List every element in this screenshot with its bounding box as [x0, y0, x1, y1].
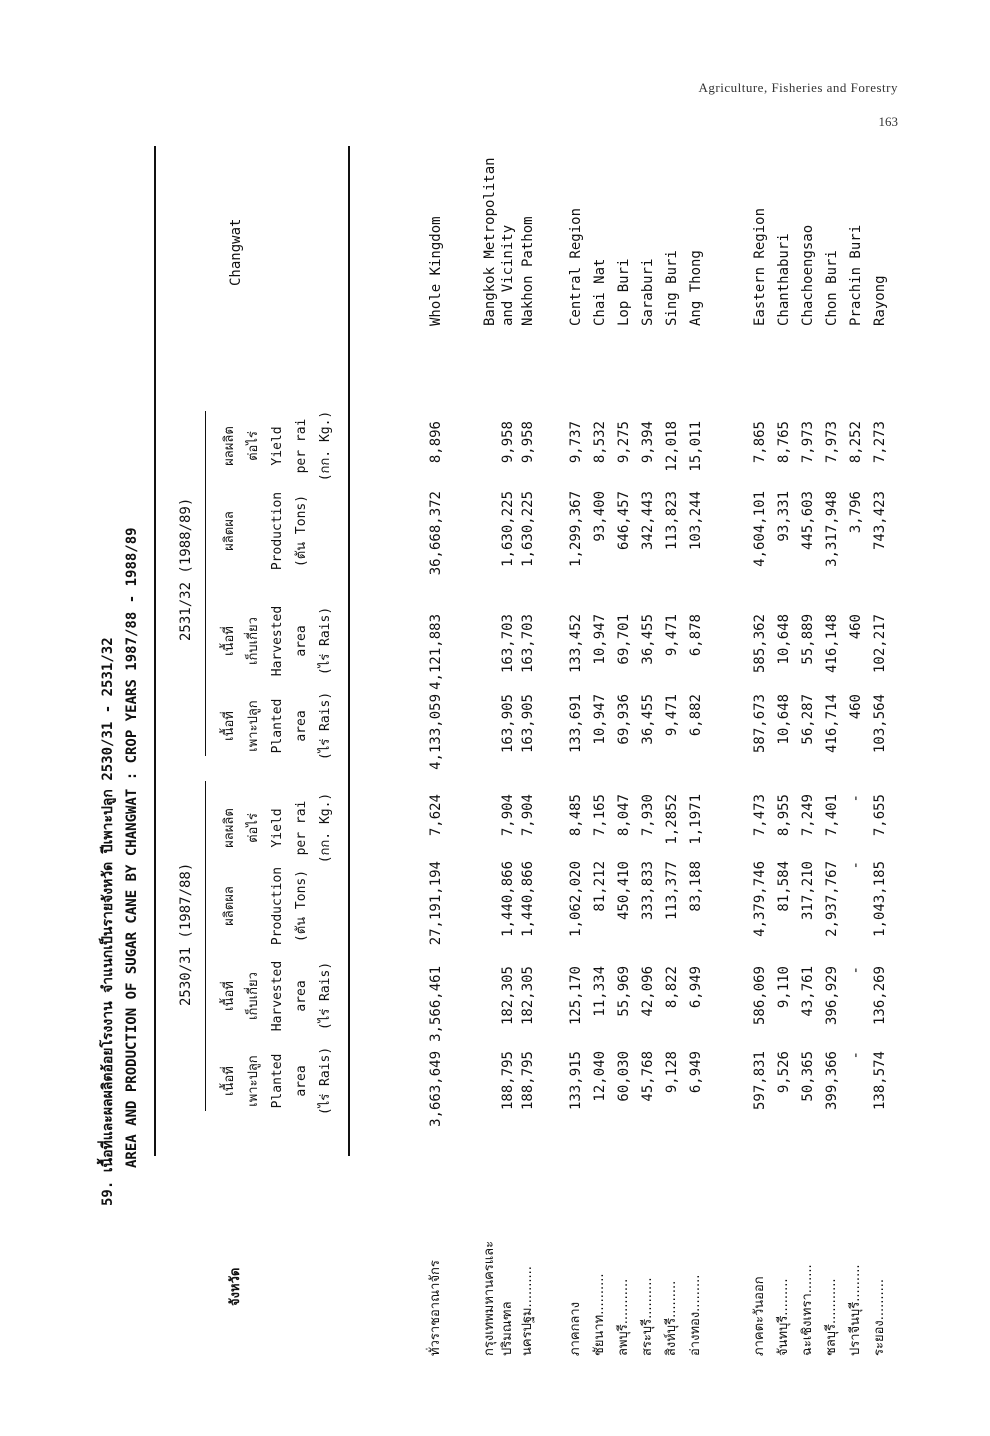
row-value: 81,212: [592, 861, 608, 912]
row-value: 69,701: [616, 614, 632, 665]
row-value: 586,069: [752, 966, 768, 1026]
row-label-english: and Vicinity: [500, 224, 516, 326]
row-value: 1,299,367: [568, 491, 584, 567]
column-header-planted-line: เพาะปลูก: [246, 1055, 261, 1107]
row-value: 69,936: [616, 694, 632, 745]
column-header-yield-line: (กก. Kg.): [318, 410, 333, 482]
row-value: 83,188: [688, 861, 704, 912]
row-value: 36,668,372: [428, 491, 444, 576]
row-value: 8,047: [616, 794, 632, 837]
row-value: 11,334: [592, 966, 608, 1017]
year-rule-1987: [205, 781, 206, 1111]
stub-header-thai: จังหวัด: [228, 1267, 243, 1306]
row-label-english: Chai Nat: [592, 258, 608, 326]
column-header-planted-line: (ไร่ Rais): [318, 1046, 333, 1116]
row-label-thai: อ่างทอง.........: [688, 1274, 703, 1356]
row-label-thai: ชลบุรี...........: [824, 1278, 839, 1356]
column-header-yield-line: per rai: [294, 800, 309, 856]
row-label-thai: จันทบุรี.........: [776, 1278, 791, 1356]
row-value: 12,018: [664, 421, 680, 472]
row-value: 4,121,883: [428, 614, 444, 690]
row-label-english: Nakhon Pathom: [520, 216, 536, 326]
row-value: 93,331: [776, 491, 792, 542]
row-value: 8,532: [592, 421, 608, 464]
row-value: 396,929: [824, 966, 840, 1026]
table-title-thai: 59. เนื้อที่และผลผลิตอ้อยโรงงาน จำแนกเป็นรายจังหวัด ปีเพาะปลูก 2530/31 - 2531/32: [100, 637, 116, 1206]
column-header-planted-line: Planted: [270, 698, 285, 754]
row-label-english: Saraburi: [640, 258, 656, 326]
row-value: 4,133,059: [428, 694, 444, 770]
row-value: 6,882: [688, 694, 704, 737]
row-value: 3,566,461: [428, 966, 444, 1042]
row-value: 1,062,020: [568, 861, 584, 937]
row-value: 6,949: [688, 1051, 704, 1094]
row-label-thai: ทั่วราชอาณาจักร: [428, 1260, 443, 1356]
row-value: 188,795: [520, 1051, 536, 1111]
row-value: 450,410: [616, 861, 632, 921]
row-value: 585,362: [752, 614, 768, 674]
column-header-harvested-line: เนื้อที่: [222, 626, 237, 656]
column-header-production-line: ผลิตผล: [222, 511, 237, 551]
row-label-thai: ลพบุรี...........: [616, 1278, 631, 1356]
row-value: 2,937,767: [824, 861, 840, 937]
row-value: 133,452: [568, 614, 584, 674]
row-value: 399,366: [824, 1051, 840, 1111]
table-title-english: AREA AND PRODUCTION OF SUGAR CANE BY CHANGWAT : CROP YEARS 1987/88 - 1988/89: [124, 527, 140, 1168]
row-label-thai: ระยอง..........: [872, 1278, 887, 1356]
row-value: 9,958: [520, 421, 536, 464]
row-label-english: Eastern Region: [752, 207, 768, 326]
row-value: 743,423: [872, 491, 888, 551]
row-value: 113,377: [664, 861, 680, 921]
column-header-harvested-line: (ไร่ Rais): [318, 961, 333, 1031]
page-number: 163: [878, 114, 898, 129]
row-label-thai: ภาคกลาง: [568, 1301, 583, 1356]
row-value: 1,630,225: [500, 491, 516, 567]
row-value: 7,624: [428, 794, 444, 837]
column-header-yield-line: ต่อไร่: [246, 431, 261, 461]
row-value: 7,904: [520, 794, 536, 837]
row-value: 416,714: [824, 694, 840, 754]
row-value: 3,317,948: [824, 491, 840, 567]
row-value: 125,170: [568, 966, 584, 1026]
row-value: 163,905: [500, 694, 516, 754]
row-value: 103,244: [688, 491, 704, 551]
row-value: 15,011: [688, 421, 704, 472]
row-label-thai: กรุงเทพมหานครและ: [482, 1240, 497, 1356]
row-label-english: Rayong: [872, 275, 888, 326]
row-label-thai: สิงห์บุรี.........: [664, 1280, 679, 1356]
header-bottom-rule: [348, 146, 350, 1156]
row-value: 7,973: [800, 421, 816, 464]
row-label-english: Bangkok Metropolitan: [482, 157, 498, 326]
row-value: 416,148: [824, 614, 840, 674]
row-value: 102,217: [872, 614, 888, 674]
row-value: 138,574: [872, 1051, 888, 1111]
row-value: 9,737: [568, 421, 584, 464]
row-value: 460: [848, 694, 864, 720]
row-value: 81,584: [776, 861, 792, 912]
row-value: 342,443: [640, 491, 656, 551]
column-header-planted-line: เพาะปลูก: [246, 700, 261, 752]
running-head: Agriculture, Fisheries and Forestry: [698, 80, 898, 95]
row-value: -: [848, 861, 864, 870]
row-value: 1,440,866: [500, 861, 516, 937]
row-value: 103,564: [872, 694, 888, 754]
row-label-english: Sing Buri: [664, 250, 680, 326]
row-value: 9,958: [500, 421, 516, 464]
row-label-thai: ภาคตะวันออก: [752, 1276, 767, 1356]
row-value: 27,191,194: [428, 861, 444, 946]
row-value: 460: [848, 614, 864, 640]
row-value: 9,275: [616, 421, 632, 464]
row-value: 7,655: [872, 794, 888, 837]
row-value: 7,904: [500, 794, 516, 837]
row-value: 7,973: [824, 421, 840, 464]
row-value: 3,663,649: [428, 1051, 444, 1127]
row-label-english: Prachin Buri: [848, 224, 864, 326]
row-value: 9,110: [776, 966, 792, 1009]
row-value: 317,210: [800, 861, 816, 921]
top-rule: [154, 146, 156, 1156]
column-header-planted-line: เนื้อที่: [222, 711, 237, 741]
column-header-planted-line: area: [294, 1065, 309, 1097]
row-value: 8,252: [848, 421, 864, 464]
row-value: 55,889: [800, 614, 816, 665]
row-value: 10,947: [592, 694, 608, 745]
row-value: 587,673: [752, 694, 768, 754]
row-value: 163,703: [500, 614, 516, 674]
row-label-english: Chanthaburi: [776, 233, 792, 326]
row-value: 10,648: [776, 614, 792, 665]
row-value: 9,526: [776, 1051, 792, 1094]
column-header-yield-line: per rai: [294, 418, 309, 474]
column-header-harvested-line: เก็บเกี่ยว: [246, 617, 261, 665]
column-header-harvested-line: Harvested: [270, 960, 285, 1032]
column-header-harvested-line: Harvested: [270, 605, 285, 677]
row-value: 133,691: [568, 694, 584, 754]
column-header-yield-line: Yield: [270, 808, 285, 848]
row-value: 646,457: [616, 491, 632, 551]
row-value: 133,915: [568, 1051, 584, 1111]
row-label-english: Chachoengsao: [800, 224, 816, 326]
row-value: 7,273: [872, 421, 888, 464]
row-value: 42,096: [640, 966, 656, 1017]
row-value: 9,471: [664, 694, 680, 737]
column-header-production-line: Production: [270, 866, 285, 946]
column-header-harvested-line: (ไร่ Rais): [318, 606, 333, 676]
column-header-yield-line: ผลผลิต: [222, 426, 237, 466]
row-value: 8,822: [664, 966, 680, 1009]
column-header-yield-line: (กก. Kg.): [318, 792, 333, 864]
row-value: 50,365: [800, 1051, 816, 1102]
row-value: 188,795: [500, 1051, 516, 1111]
column-header-yield-line: Yield: [270, 426, 285, 466]
column-header-planted-line: area: [294, 710, 309, 742]
row-value: 113,823: [664, 491, 680, 551]
row-value: 163,905: [520, 694, 536, 754]
row-value: 43,761: [800, 966, 816, 1017]
row-value: 56,287: [800, 694, 816, 745]
column-header-production-line: ผลิตผล: [222, 886, 237, 926]
row-label-english: Ang Thong: [688, 250, 704, 326]
row-value: 1,1971: [688, 794, 704, 845]
column-header-planted-line: Planted: [270, 1053, 285, 1109]
row-value: 45,768: [640, 1051, 656, 1102]
row-label-thai: นครปฐม..........: [520, 1266, 535, 1356]
row-label-english: Central Region: [568, 207, 584, 326]
row-value: 7,930: [640, 794, 656, 837]
row-label-english: Chon Buri: [824, 250, 840, 326]
stub-header-changwat: Changwat: [228, 218, 244, 286]
row-value: 1,440,866: [520, 861, 536, 937]
row-value: 8,896: [428, 421, 444, 464]
row-value: 60,030: [616, 1051, 632, 1102]
row-value: 10,648: [776, 694, 792, 745]
column-header-yield-line: ต่อไร่: [246, 813, 261, 843]
row-value: 445,603: [800, 491, 816, 551]
row-value: 55,969: [616, 966, 632, 1017]
row-value: 10,947: [592, 614, 608, 665]
row-value: 7,249: [800, 794, 816, 837]
column-header-production-line: Production: [270, 491, 285, 571]
column-header-harvested-line: เนื้อที่: [222, 981, 237, 1011]
row-value: -: [848, 794, 864, 803]
row-value: 7,865: [752, 421, 768, 464]
year-label-1988: 2531/32 (1988/89): [178, 497, 194, 641]
row-value: 8,485: [568, 794, 584, 837]
year-label-1987: 2530/31 (1987/88): [178, 862, 194, 1006]
column-header-harvested-line: เก็บเกี่ยว: [246, 972, 261, 1020]
column-header-harvested-line: area: [294, 980, 309, 1012]
row-value: 1,630,225: [520, 491, 536, 567]
row-value: 136,269: [872, 966, 888, 1026]
row-value: -: [848, 1051, 864, 1060]
row-value: 9,471: [664, 614, 680, 657]
row-value: 8,955: [776, 794, 792, 837]
row-value: -: [848, 966, 864, 975]
row-value: 1,2852: [664, 794, 680, 845]
column-header-planted-line: (ไร่ Rais): [318, 691, 333, 761]
row-value: 7,165: [592, 794, 608, 837]
row-value: 36,455: [640, 694, 656, 745]
row-value: 9,394: [640, 421, 656, 464]
row-value: 4,604,101: [752, 491, 768, 567]
row-label-thai: สระบุรี..........: [640, 1277, 655, 1356]
row-label-thai: ปราจีนบุรี.........: [848, 1264, 863, 1356]
row-value: 8,765: [776, 421, 792, 464]
row-label-thai: ชัยนาท..........: [592, 1273, 607, 1356]
row-value: 182,305: [520, 966, 536, 1026]
column-header-production-line: (ตัน Tons): [294, 869, 309, 943]
row-value: 6,878: [688, 614, 704, 657]
row-value: 1,043,185: [872, 861, 888, 937]
row-value: 6,949: [688, 966, 704, 1009]
row-value: 597,831: [752, 1051, 768, 1111]
row-label-english: Lop Buri: [616, 258, 632, 326]
column-header-harvested-line: area: [294, 625, 309, 657]
row-value: 182,305: [500, 966, 516, 1026]
column-header-yield-line: ผลผลิต: [222, 808, 237, 848]
column-header-planted-line: เนื้อที่: [222, 1066, 237, 1096]
row-label-english: Whole Kingdom: [428, 216, 444, 326]
row-value: 3,796: [848, 491, 864, 534]
column-header-production-line: (ตัน Tons): [294, 494, 309, 568]
row-value: 7,401: [824, 794, 840, 837]
row-value: 4,379,746: [752, 861, 768, 937]
row-value: 93,400: [592, 491, 608, 542]
row-value: 7,473: [752, 794, 768, 837]
row-label-thai: ปริมณฑล: [500, 1301, 515, 1356]
row-value: 12,040: [592, 1051, 608, 1102]
row-label-thai: ฉะเชิงเทรา.......: [800, 1264, 815, 1356]
row-value: 163,703: [520, 614, 536, 674]
row-value: 36,455: [640, 614, 656, 665]
row-value: 9,128: [664, 1051, 680, 1094]
row-value: 333,833: [640, 861, 656, 921]
year-rule-1988: [205, 411, 206, 756]
